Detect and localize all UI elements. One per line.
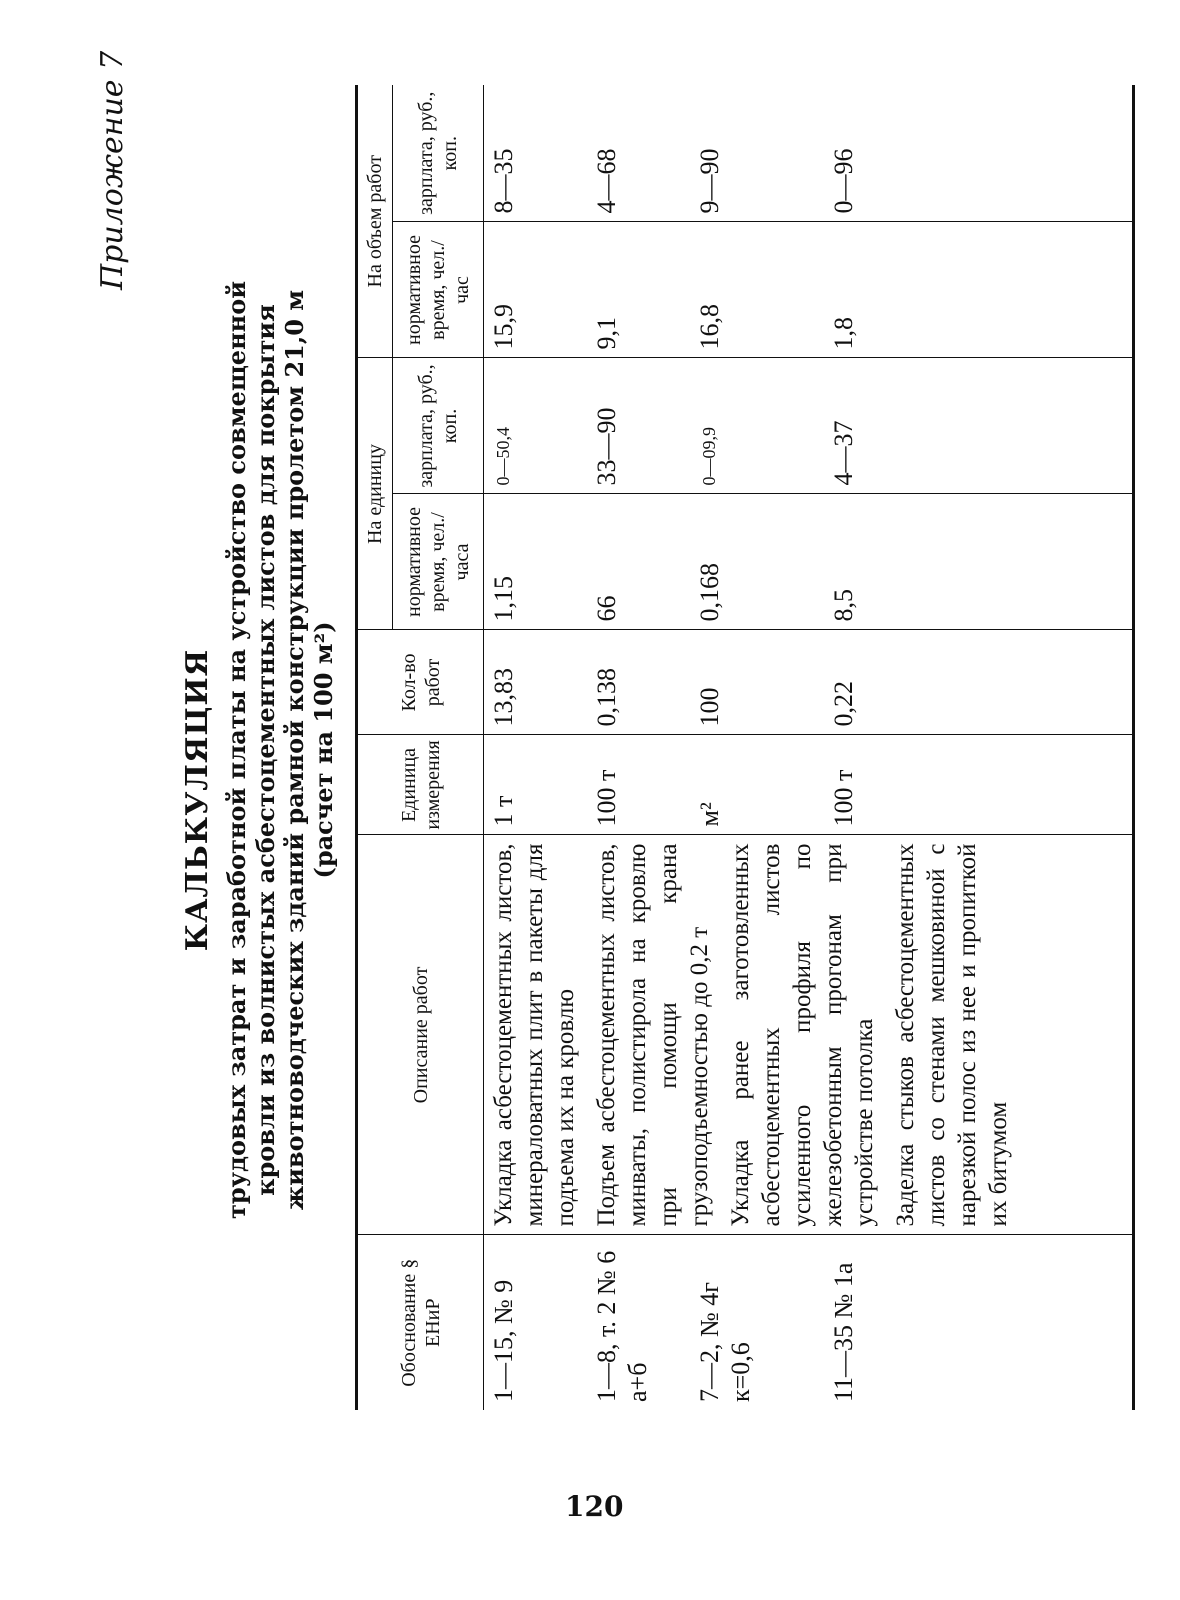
wage-volume-1: 8—35	[489, 148, 519, 214]
description-2: Подъем асбестоцементных листов, минваты, полистирола на кровлю при помощи крана грузоподъемностью до 0,2 т	[593, 843, 714, 1227]
table-header-row	[357, 85, 393, 1410]
norm-time-volume-3: 16,8	[695, 303, 725, 350]
header-norm-time-unit: нормативное время, чел./часа	[392, 494, 484, 630]
description-1: Укладка асбестоцементных листов, минераловатных плит в пакеты для подъема их на кровлю	[490, 843, 580, 1227]
quantity-2: 0,138	[592, 668, 622, 727]
norm-time-unit-column	[484, 494, 1134, 630]
document-title: КАЛЬКУЛЯЦИЯ	[180, 648, 215, 952]
description-column	[484, 835, 1134, 1235]
header-wage-volume: зарплата, руб., коп.	[392, 85, 484, 222]
basis-2: 1—8, т. 2 № 6 а+б	[592, 1250, 653, 1402]
basis-1: 1—15, № 9	[489, 1279, 519, 1402]
calculation-table	[355, 85, 1135, 1410]
wage-unit-2: 33—90	[592, 407, 622, 486]
unit-column	[484, 735, 1134, 835]
quantity-4: 0,22	[829, 681, 859, 727]
norm-time-unit-1: 1,15	[489, 576, 519, 622]
wage-unit-4: 4—37	[829, 420, 859, 486]
header-unit: Единица измерения	[357, 735, 484, 835]
norm-time-unit-4: 8,5	[829, 589, 859, 622]
wage-volume-3: 9—90	[695, 148, 725, 214]
quantity-1: 13,83	[489, 668, 519, 727]
document-subtitle: трудовых затрат и заработной платы на устройство совмещенной кровли из волнистых асбестоцементных листов для покрытия животноводческих зданий рамной конструкции пролетом 21,0 м (расчет на 100 м²)	[222, 280, 338, 1220]
norm-time-volume-4: 1,8	[829, 316, 859, 350]
unit-3: м²	[695, 802, 725, 827]
norm-time-volume-2: 9,1	[592, 316, 622, 350]
wage-unit-column	[484, 358, 1134, 494]
description-3: Укладка ранее заготовленных асбестоцементных листов усиленного профиля по железобетонным прогонам при устройстве потолка	[727, 843, 879, 1227]
wage-volume-4: 0—96	[829, 148, 859, 214]
quantity-3: 100	[695, 687, 725, 727]
unit-2: 100 т	[592, 769, 622, 827]
basis-column	[484, 1235, 1134, 1410]
norm-time-unit-3: 0,168	[695, 563, 725, 622]
description-4: Заделка стыков асбестоцементных листов со стенами мешковиной с нарезкой полос из нее и пропиткой их битумом	[892, 843, 1013, 1227]
header-per-volume: На объем работ	[357, 85, 393, 358]
header-description: Описание работ	[357, 835, 484, 1235]
basis-3: 7—2, № 4г к=0,6	[695, 1282, 756, 1402]
header-per-unit: На единицу	[357, 358, 393, 630]
wage-unit-3: 0—09,9	[699, 427, 720, 486]
wage-volume-column	[484, 85, 1134, 222]
quantity-column	[484, 630, 1134, 735]
table-body-row	[484, 85, 1134, 1410]
header-wage-unit: зарплата, руб., коп.	[392, 358, 484, 494]
wage-unit-1: 0—50,4	[493, 427, 514, 486]
basis-4: 11—35 № 1а	[829, 1262, 859, 1402]
norm-time-volume-column	[484, 222, 1134, 358]
header-norm-time-volume: нормативное время, чел./час	[392, 222, 484, 358]
wage-volume-2: 4—68	[592, 148, 622, 214]
appendix-label: Приложение 7	[95, 50, 130, 290]
header-quantity: Кол-во работ	[357, 630, 484, 735]
page-number: 120	[565, 1490, 624, 1523]
header-basis: Обоснование § ЕНиР	[357, 1235, 484, 1410]
norm-time-unit-2: 66	[592, 595, 622, 622]
unit-4: 100 т	[829, 769, 859, 827]
unit-1: 1 т	[489, 795, 519, 827]
norm-time-volume-1: 15,9	[489, 303, 519, 350]
